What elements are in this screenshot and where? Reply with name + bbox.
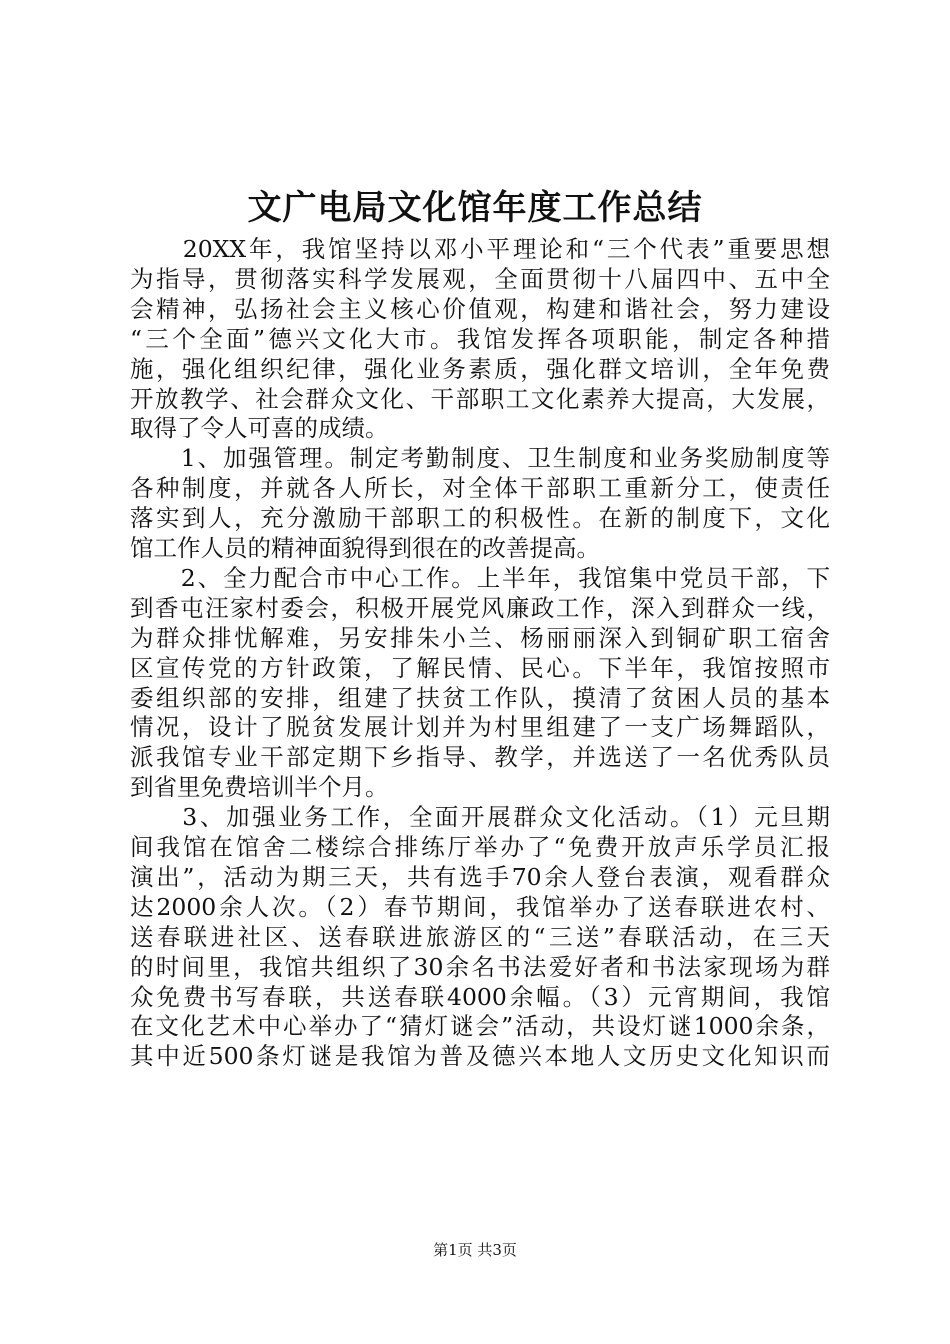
text-line: 为指导，贯彻落实科学发展观，全面贯彻十八届四中、五中全: [130, 264, 830, 293]
document-title: 文广电局文化馆年度工作总结: [247, 188, 703, 228]
text-line: 施，强化组织纪律，强化业务素质，强化群文培训，全年免费: [130, 354, 830, 383]
text-line: 20XX年，我馆坚持以邓小平理论和“三个代表”重要思想: [130, 235, 830, 263]
text-line: 落实到人，充分激励干部职工的积极性。在新的制度下，文化: [130, 504, 830, 533]
text-line: 在文化艺术中心举办了“猜灯谜会”活动，共设灯谜1000余条，: [130, 1012, 830, 1041]
text-line: 开放教学、社会群众文化、干部职工文化素养大提高，大发展，: [130, 384, 830, 413]
text-line: 1、加强管理。制定考勤制度、卫生制度和业务奖励制度等: [130, 444, 830, 473]
text-line: 派我馆专业干部定期下乡指导、教学，并选送了一名优秀队员: [130, 743, 830, 772]
text-line: 为群众排忧解难，另安排朱小兰、杨丽丽深入到铜矿职工宿舍: [130, 623, 830, 652]
text-line: 馆工作人员的精神面貌得到很在的改善提高。: [130, 534, 600, 562]
text-line: 的时间里，我馆共组织了30余名书法爱好者和书法家现场为群: [130, 952, 830, 981]
text-line: 众免费书写春联，共送春联4000余幅。（3）元宵期间，我馆: [130, 982, 830, 1011]
text-line: 会精神，弘扬社会主义核心价值观，构建和谐社会，努力建设: [130, 294, 830, 323]
page-footer: 第1页 共3页: [433, 1241, 517, 1259]
text-line: 3、加强业务工作，全面开展群众文化活动。（1）元旦期: [130, 803, 830, 832]
text-line: 到香屯汪家村委会，积极开展党风廉政工作，深入到群众一线，: [130, 593, 830, 622]
text-line: 2、全力配合市中心工作。上半年，我馆集中党员干部，下: [130, 563, 830, 592]
text-line: 其中近500条灯谜是我馆为普及德兴本地人文历史文化知识而: [130, 1042, 830, 1071]
text-line: 间我馆在馆舍二楼综合排练厅举办了“免费开放声乐学员汇报: [130, 833, 830, 861]
text-line: 到省里免费培训半个月。: [130, 773, 389, 802]
text-line: 送春联进社区、送春联进旅游区的“三送”春联活动，在三天: [130, 922, 830, 951]
text-line: 达2000余人次。（2）春节期间，我馆举办了送春联进农村、: [130, 892, 830, 921]
text-line: 取得了令人可喜的成绩。: [130, 414, 389, 443]
text-line: 演出”，活动为期三天，共有选手70余人登台表演，观看群众: [130, 862, 830, 891]
text-line: 委组织部的安排，组建了扶贫工作队，摸清了贫困人员的基本: [130, 683, 830, 712]
text-line: 区宣传党的方针政策，了解民情、民心。下半年，我馆按照市: [130, 653, 830, 682]
text-line: “三个全面”德兴文化大市。我馆发挥各项职能，制定各种措: [130, 324, 830, 353]
text-line: 情况，设计了脱贫发展计划并为村里组建了一支广场舞蹈队，: [130, 713, 830, 742]
text-line: 各种制度，并就各人所长，对全体干部职工重新分工，使责任: [130, 474, 830, 503]
